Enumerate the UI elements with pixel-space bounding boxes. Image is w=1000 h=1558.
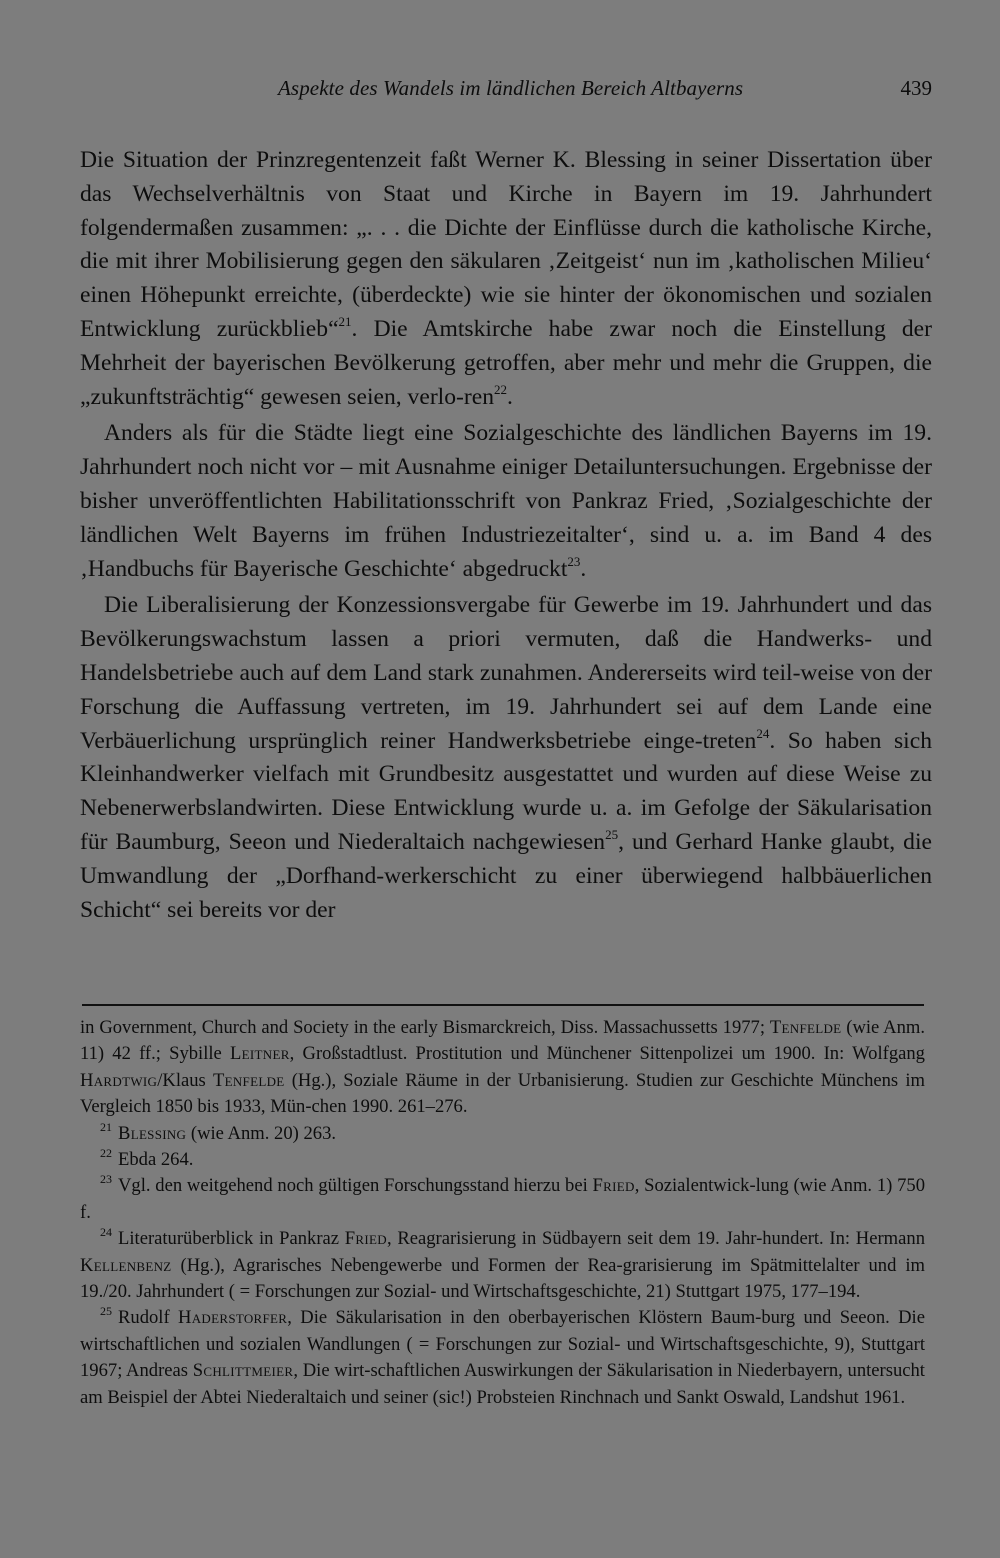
footnote-21: [80, 1121, 925, 1147]
footnote-continued-text-c: , Großstadtlust. Prostitution und Münchener Sittenpolizei um 1900. In: Wolfgang: [289, 1043, 925, 1065]
footnote-22: [80, 1147, 925, 1173]
footnote-text: Vgl. den weitgehend noch gültigen Forschungsstand hierzu bei: [118, 1175, 593, 1197]
footnote-ref-24: 24: [756, 725, 770, 741]
footnote-number: 22: [100, 1146, 112, 1161]
paragraph-3-text-c: , und Gerhard Hanke glaubt, die Umwandlung der „Dorfhand-werkerschicht zu einer überwiegend halbbäuerlichen Schicht“ sei bereits vor der: [80, 828, 932, 923]
paragraph-2-text-a: Anders als für die Städte liegt eine Sozialgeschichte des ländlichen Bayerns im 19. Jahrhundert noch nicht vor – mit Ausnahme einiger Detailuntersuchungen. Ergebnisse der bisher unveröffentlichten Habilitationsschrift von Pankraz Fried, ‚Sozialgeschichte der ländlichen Welt Bayerns im frühen Industriezeitalter‘, sind u. a. im Band 4 des ‚Handbuchs für Bayerische Geschichte‘ abgedruckt: [80, 420, 932, 582]
page-header: [80, 76, 932, 106]
running-title: Aspekte des Wandels im ländlichen Bereich Altbayerns: [278, 76, 744, 100]
author-name: Kellenbenz: [80, 1254, 172, 1276]
footnote-24: [80, 1226, 925, 1305]
paragraph-3: [80, 589, 932, 927]
paragraph-2-text-b: .: [580, 555, 587, 582]
footnote-text: Literaturüberblick in Pankraz: [118, 1228, 345, 1250]
footnote-text: Rudolf: [118, 1307, 178, 1329]
page-number: 439: [900, 76, 932, 100]
paragraph-1-text-a: Die Situation der Prinzregentenzeit faßt Werner K. Blessing in seiner Dissertation über das Wechselverhältnis von Staat und Kirche in Bayern im 19. Jahrhundert folgendermaßen zusammen: „. . . die Dichte der Einflüsse durch die katholische Kirche, die mit ihrer Mobilisierung gegen den säkularen ‚Zeitgeist‘ nun im ‚katholischen Milieu‘ einen Höhepunkt erreichte, (überdeckte) wie sie hinter der ökonomischen und sozialen Entwicklung zurückblieb“: [80, 147, 932, 342]
footnote-ref-22: 22: [494, 381, 508, 397]
footnote-number: 23: [100, 1172, 112, 1187]
author-name: Fried: [592, 1175, 635, 1197]
author-name: Tenfelde: [769, 1017, 842, 1038]
author-name: Hardtwig: [80, 1069, 158, 1091]
footnote-number: 25: [100, 1304, 112, 1319]
footnote-ref-25: 25: [605, 826, 619, 842]
footnote-text: Ebda 264.: [118, 1149, 194, 1171]
author-name: Tenfelde: [212, 1069, 285, 1091]
author-name: Leitner: [230, 1043, 290, 1065]
footnote-text: , Reagrarisierung in Südbayern seit dem 19. Jahr-hundert. In: Hermann: [386, 1228, 925, 1250]
footnote-number: 24: [100, 1225, 112, 1240]
author-name: Blessing: [118, 1122, 187, 1144]
footnote-continued-text-b: (wie Anm. 11) 42 ff.; Sybille: [80, 1017, 925, 1065]
paragraph-1-text-b: . Die Amtskirche habe zwar noch die Einstellung der Mehrheit der bayerischen Bevölkerung getroffen, aber mehr und mehr die Gruppen, die „zukunftsträchtig“ gewesen seien, verlo-ren: [80, 315, 932, 410]
footnote-23: [80, 1173, 925, 1226]
paragraph-3-text-a: Die Liberalisierung der Konzessionsvergabe für Gewerbe im 19. Jahrhundert und das Bevölkerungswachstum lassen a priori vermuten, daß die Handwerks- und Handelsbetriebe auch auf dem Land stark zunahmen. Andererseits wird teil-weise von der Forschung die Auffassung vertreten, im 19. Jahrhundert sei auf dem Lande eine Verbäuerlichung ursprünglich reiner Handwerksbetriebe einge-treten: [80, 592, 932, 754]
footnote-text: , Sozialentwick-lung (wie Anm. 1) 750 f.: [80, 1175, 926, 1223]
author-name: Schlittmeier: [192, 1360, 294, 1382]
paragraph-2: [80, 417, 932, 586]
paragraph-3-text-b: . So haben sich Kleinhandwerker vielfach mit Grundbesitz ausgestattet und wurden auf diese Weise zu Nebenerwerbslandwirten. Diese Entwicklung wurde u. a. im Gefolge der Säkularisation für Baumburg, Seeon und Niederaltaich nachgewiesen: [80, 727, 932, 855]
footnote-continued: [80, 1015, 925, 1121]
footnote-divider: [82, 1004, 924, 1006]
footnote-continued-text-a: in Government, Church and Society in the early Bismarckreich, Diss. Massachussetts 1977;: [80, 1017, 770, 1038]
footnote-number: 21: [100, 1119, 112, 1134]
footnote-ref-21: 21: [338, 313, 352, 329]
body-text: [80, 144, 932, 927]
paragraph-1: [80, 144, 932, 414]
footnote-continued-text-d: /Klaus: [157, 1069, 213, 1091]
paragraph-1-text-c: .: [507, 383, 513, 410]
footnote-text: (Hg.), Agrarisches Nebengewerbe und Formen der Rea-grarisierung im Spätmittelalter und im 19./20. Jahrhundert ( = Forschungen zur Sozial- und Wirtschaftsgeschichte, 21) Stuttgart 1975, 177–194.: [80, 1254, 925, 1303]
footnote-text: (wie Anm. 20) 263.: [186, 1122, 337, 1144]
footnote-25: [80, 1305, 925, 1411]
footnotes: [80, 1015, 925, 1411]
footnote-text: , Die wirt-schaftlichen Auswirkungen der Säkularisation in Niederbayern, untersucht am Beispiel der Abtei Niederaltaich und seiner (sic!) Probsteien Rinchnach und Sankt Oswald, Landshut 1961.: [80, 1360, 925, 1408]
footnote-continued-text-e: (Hg.), Soziale Räume in der Urbanisierung. Studien zur Geschichte Münchens im Vergleich 1850 bis 1933, Mün-chen 1990. 261–276.: [80, 1069, 925, 1118]
author-name: Fried: [344, 1228, 387, 1250]
footnote-text: , Die Säkularisation in den oberbayerischen Klöstern Baum-burg und Seeon. Die wirtschaftlichen und sozialen Wandlungen ( = Forschungen zur Sozial- und Wirtschaftsgeschichte, 9), Stuttgart 1967; Andreas: [80, 1307, 925, 1382]
footnote-ref-23: 23: [567, 553, 581, 569]
author-name: Haderstorfer: [178, 1307, 288, 1329]
